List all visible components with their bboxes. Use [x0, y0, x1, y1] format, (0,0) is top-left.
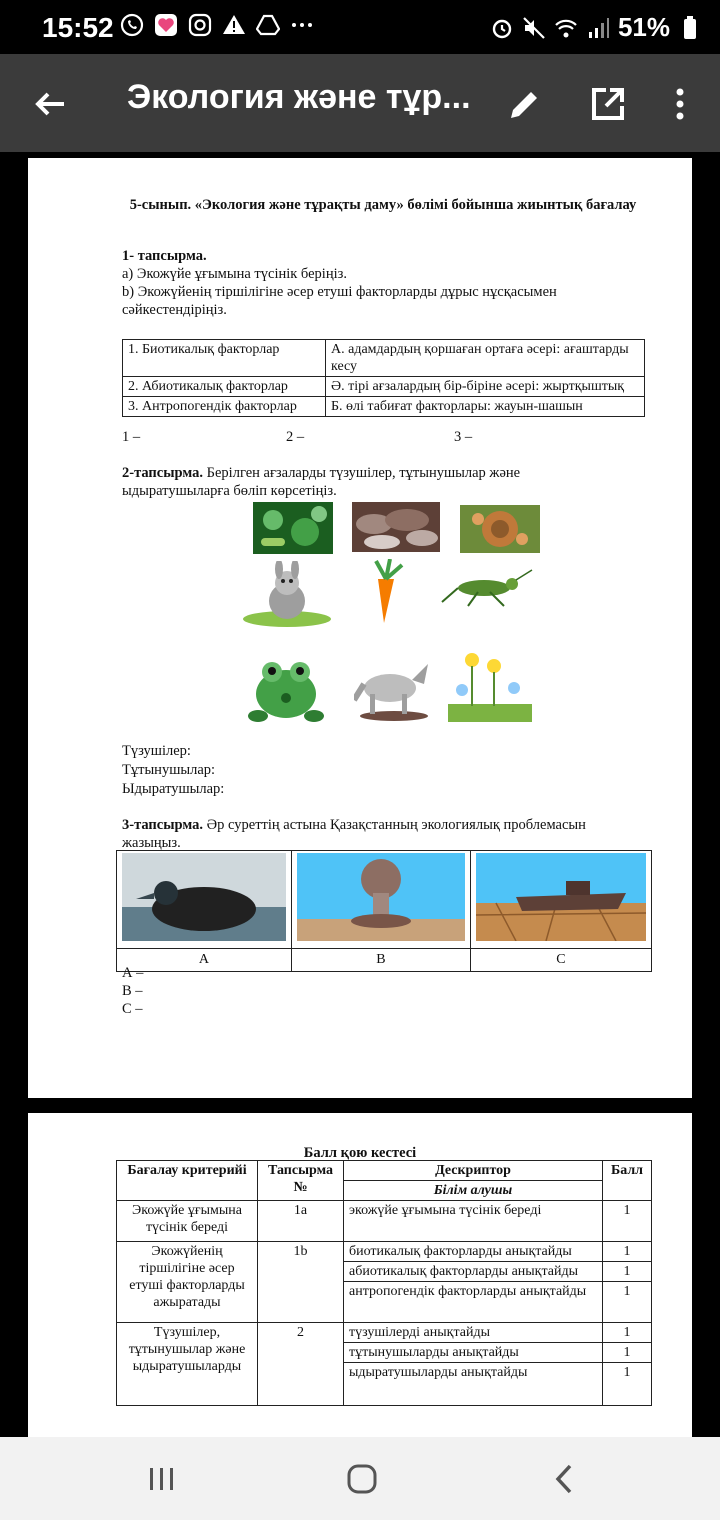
carrot-image	[356, 559, 414, 625]
task2-text-line1: Берілген ағзаларды түзушілер, тұтынушылар және	[206, 465, 521, 481]
header-criteria: Бағалау критерийі	[117, 1161, 258, 1201]
answer-blank-2: 2 –	[286, 429, 305, 445]
descriptor-cell: тұтынушыларды анықтайды	[344, 1343, 603, 1363]
answer-a: А –	[122, 965, 144, 981]
task2-text-line2: ыдыратушыларға бөліп көрсетіңіз.	[122, 483, 337, 499]
document-page-2	[28, 1113, 692, 1437]
example-cell: А. адамдардың қоршаған ортаға әсері: ағаштарды кесу	[326, 340, 645, 377]
score-cell: 1	[603, 1363, 652, 1406]
table-row	[117, 851, 652, 949]
document-page-1	[28, 158, 692, 1098]
app-bar	[0, 54, 720, 152]
matching-table	[122, 339, 645, 417]
wolf-image	[354, 650, 434, 722]
score-cell: 1	[603, 1323, 652, 1343]
consumers-label: Тұтынушылар:	[122, 762, 216, 778]
home-icon[interactable]	[342, 1459, 382, 1499]
battery-percent: 51%	[617, 12, 670, 42]
more-vert-icon[interactable]	[660, 84, 700, 124]
table-row	[123, 340, 645, 377]
table-header-row	[117, 1161, 652, 1181]
factor-cell: 2. Абиотикалық факторлар	[123, 377, 326, 397]
navigation-bar	[0, 1437, 720, 1520]
whatsapp-icon	[120, 13, 144, 37]
flowers-image	[448, 648, 532, 722]
fungus-stump-image	[460, 505, 540, 553]
header-score: Балл	[603, 1161, 652, 1201]
instagram-icon	[188, 13, 212, 37]
task1-question-a: а) Экожүйе ұғымына түсінік беріңіз.	[122, 266, 347, 282]
battery-icon	[678, 16, 702, 40]
photo-label-a: А	[117, 949, 292, 972]
notification-icons	[120, 13, 314, 37]
descriptor-cell: антропогендік факторларды анықтайды	[344, 1282, 603, 1323]
task3-text-line2: жазыңыз.	[122, 835, 181, 851]
criteria-cell: Түзушілер, тұтынушылар және ыдыратушыларды	[117, 1323, 258, 1406]
oil-bird-image	[122, 853, 286, 941]
photo-label-b: В	[291, 949, 470, 972]
recent-apps-icon[interactable]	[142, 1459, 182, 1499]
bacteria-image	[253, 502, 333, 554]
rabbit-image	[239, 561, 335, 627]
open-external-icon[interactable]	[588, 84, 628, 124]
table-row	[117, 1201, 652, 1242]
task1-heading: 1- тапсырма.	[122, 248, 207, 264]
photo-cell	[291, 851, 470, 949]
table-row	[123, 377, 645, 397]
document-viewer[interactable]	[0, 152, 720, 1437]
example-cell: Ә. тірі ағзалардың бір-біріне әсері: жыртқыштық	[326, 377, 645, 397]
factor-cell: 1. Биотикалық факторлар	[123, 340, 326, 377]
producers-label: Түзушілер:	[122, 743, 191, 759]
task1-question-b-line1: b) Экожүйенің тіршілігіне әсер етуші факторларды дұрыс нұсқасымен	[122, 284, 557, 300]
photo-cell	[470, 851, 651, 949]
answer-blank-3: 3 –	[454, 429, 473, 445]
problem-photos-table	[116, 850, 652, 972]
task-cell: 2	[258, 1323, 344, 1406]
header-task: Тапсырма №	[258, 1161, 344, 1201]
score-cell: 1	[603, 1343, 652, 1363]
score-cell: 1	[603, 1282, 652, 1323]
table-row	[117, 1323, 652, 1343]
task3-text-line1: Әр суреттің астына Қазақстанның экологиялық проблемасын	[206, 817, 586, 833]
document-title: Экология және тұр...	[127, 78, 471, 116]
back-nav-icon[interactable]	[544, 1459, 584, 1499]
mute-icon	[522, 16, 546, 40]
dry-sea-ship-image	[476, 853, 646, 941]
header-learner: Білім алушы	[344, 1181, 603, 1201]
descriptor-cell: абиотикалық факторларды анықтайды	[344, 1262, 603, 1282]
signal-icon	[586, 16, 610, 40]
answer-b: В –	[122, 983, 143, 999]
descriptor-cell: биотикалық факторларды анықтайды	[344, 1242, 603, 1262]
nuclear-test-image	[297, 853, 465, 941]
decomposers-label: Ыдыратушылар:	[122, 781, 225, 797]
answer-blank-1: 1 –	[122, 429, 141, 445]
score-cell: 1	[603, 1201, 652, 1242]
score-cell: 1	[603, 1262, 652, 1282]
task1-question-b-line2: сәйкестендіріңіз.	[122, 302, 227, 318]
grasshopper-image	[438, 568, 534, 608]
worksheet-title: 5-сынып. «Экология және тұрақты даму» бөлімі бойынша жиынтық бағалау	[129, 197, 637, 213]
criteria-cell: Экожүйенің тіршілігіне әсер етуші факторларды ажыратады	[117, 1242, 258, 1323]
descriptor-cell: түзушілерді анықтайды	[344, 1323, 603, 1343]
task3-heading: 3-тапсырма.	[122, 817, 204, 833]
grading-table-title: Балл қою кестесі	[303, 1145, 417, 1161]
example-cell: Б. өлі табиғат факторлары: жауын-шашын	[326, 397, 645, 417]
back-arrow-icon[interactable]	[30, 84, 70, 124]
header-descriptor: Дескриптор	[344, 1161, 603, 1181]
table-row	[117, 949, 652, 972]
score-cell: 1	[603, 1242, 652, 1262]
more-notifications-icon	[290, 13, 314, 37]
task-cell: 1b	[258, 1242, 344, 1323]
alarm-icon	[490, 16, 514, 40]
system-icons	[490, 12, 702, 43]
descriptor-cell: экожүйе ұғымына түсінік береді	[344, 1201, 603, 1242]
frog-image	[244, 650, 326, 728]
photo-cell	[117, 851, 292, 949]
table-row	[123, 397, 645, 417]
status-time: 15:52	[42, 12, 114, 43]
warning-icon	[222, 13, 246, 37]
wifi-icon	[554, 16, 578, 40]
edit-pencil-icon[interactable]	[505, 84, 545, 124]
factor-cell: 3. Антропогендік факторлар	[123, 397, 326, 417]
grading-table	[116, 1160, 652, 1406]
status-bar	[0, 0, 720, 54]
task-cell: 1a	[258, 1201, 344, 1242]
task2-heading: 2-тапсырма.	[122, 465, 204, 481]
answer-c: С –	[122, 1001, 143, 1017]
criteria-cell: Экожүйе ұғымына түсінік береді	[117, 1201, 258, 1242]
photo-label-c: С	[470, 949, 651, 972]
mushrooms-image	[352, 502, 440, 552]
descriptor-cell: ыдыратушыларды анықтайды	[344, 1363, 603, 1406]
heart-app-icon	[154, 13, 178, 37]
drive-icon	[256, 13, 280, 37]
table-row	[117, 1242, 652, 1262]
